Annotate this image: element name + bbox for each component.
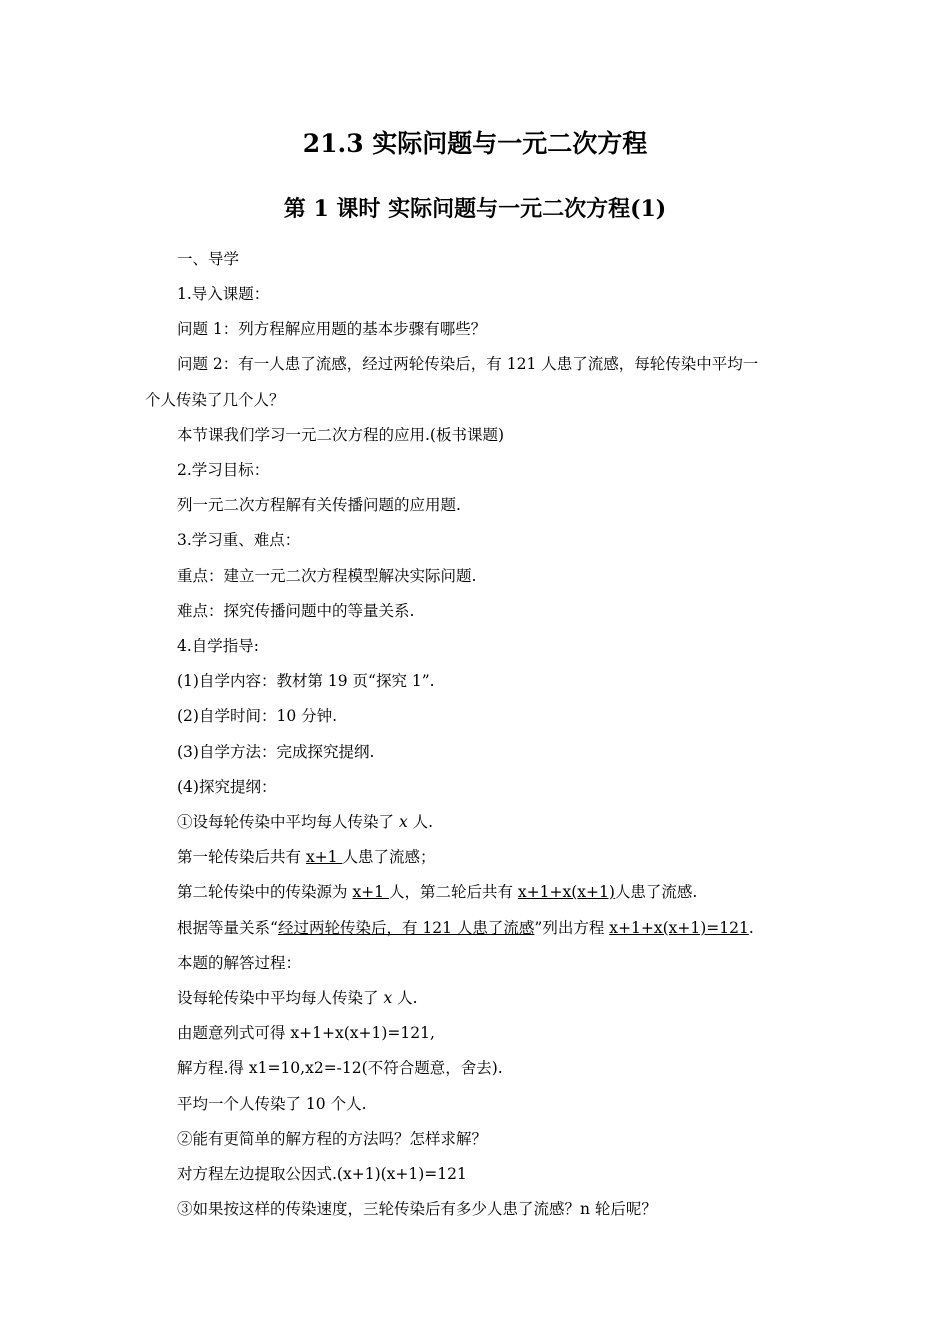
key-point: 重点：建立一元二次方程模型解决实际问题. (177, 567, 477, 585)
question-2-line1: 问题 2：有一人患了流感，经过两轮传染后，有 121 人患了流感，每轮传染中平均一 (177, 355, 759, 373)
question-2-line2: 个人传染了几个人？ (145, 391, 285, 409)
outline-item-3: ③如果按这样的传染速度，三轮传染后有多少人患了流感？n 轮后呢？ (177, 1200, 657, 1218)
section-heading: 一、导学 (177, 250, 240, 268)
factor-line: 对方程左边提取公因式.(x+1)(x+1)=121 (177, 1165, 467, 1183)
answer-blank: 经过两轮传染后，有 121 人患了流感 (277, 919, 535, 937)
outline-item-2: ②能有更简单的解方程的方法吗？怎样求解？ (177, 1130, 488, 1148)
guide-outline: (4)探究提纲： (177, 778, 277, 796)
first-round-line: 第一轮传染后共有 x+1 人患了流感； (177, 848, 436, 866)
second-round-line: 第二轮传染中的传染源为 x+1 人，第二轮后共有 x+1+x(x+1)人患了流感. (177, 883, 698, 901)
goal-text: 列一元二次方程解有关传播问题的应用题. (177, 496, 461, 514)
solution-heading: 本题的解答过程： (177, 954, 302, 972)
difficulty-point: 难点：探究传播问题中的等量关系. (177, 602, 415, 620)
sub-heading-goals: 2.学习目标： (177, 461, 270, 479)
lesson-subtitle: 第 1 课时 实际问题与一元二次方程(1) (283, 196, 667, 222)
sub-heading-intro: 1.导入课题： (177, 285, 270, 303)
solution-step-2: 由题意列式可得 x+1+x(x+1)=121, (177, 1024, 435, 1042)
solution-step-4: 平均一个人传染了 10 个人. (177, 1095, 367, 1113)
sub-heading-guide: 4.自学指导: (177, 637, 260, 655)
guide-time: (2)自学时间：10 分钟. (177, 707, 338, 725)
equation-line: 根据等量关系“经过两轮传染后，有 121 人患了流感”列出方程 x+1+x(x+1)=121. (177, 919, 754, 937)
answer-blank: x+1 (352, 883, 389, 901)
answer-blank: x+1+x(x+1) (517, 883, 615, 901)
answer-blank: x+1+x(x+1)=121 (609, 919, 749, 937)
solution-step-1: 设每轮传染中平均每人传染了 x 人. (177, 989, 418, 1007)
answer-blank: x+1 (305, 848, 343, 866)
sub-heading-key-points: 3.学习重、难点： (177, 531, 301, 549)
outline-item-1: ①设每轮传染中平均每人传染了 x 人. (177, 813, 434, 831)
intro-text: 本节课我们学习一元二次方程的应用.(板书课题) (177, 426, 505, 444)
guide-content: (1)自学内容：教材第 19 页“探究 1”. (177, 672, 435, 690)
solution-step-3: 解方程.得 x1=10,x2=-12(不符合题意，舍去). (177, 1059, 503, 1077)
guide-method: (3)自学方法：完成探究提纲. (177, 743, 375, 761)
question-1: 问题 1：列方程解应用题的基本步骤有哪些？ (177, 320, 487, 338)
page-title: 21.3 实际问题与一元二次方程 (302, 129, 648, 158)
